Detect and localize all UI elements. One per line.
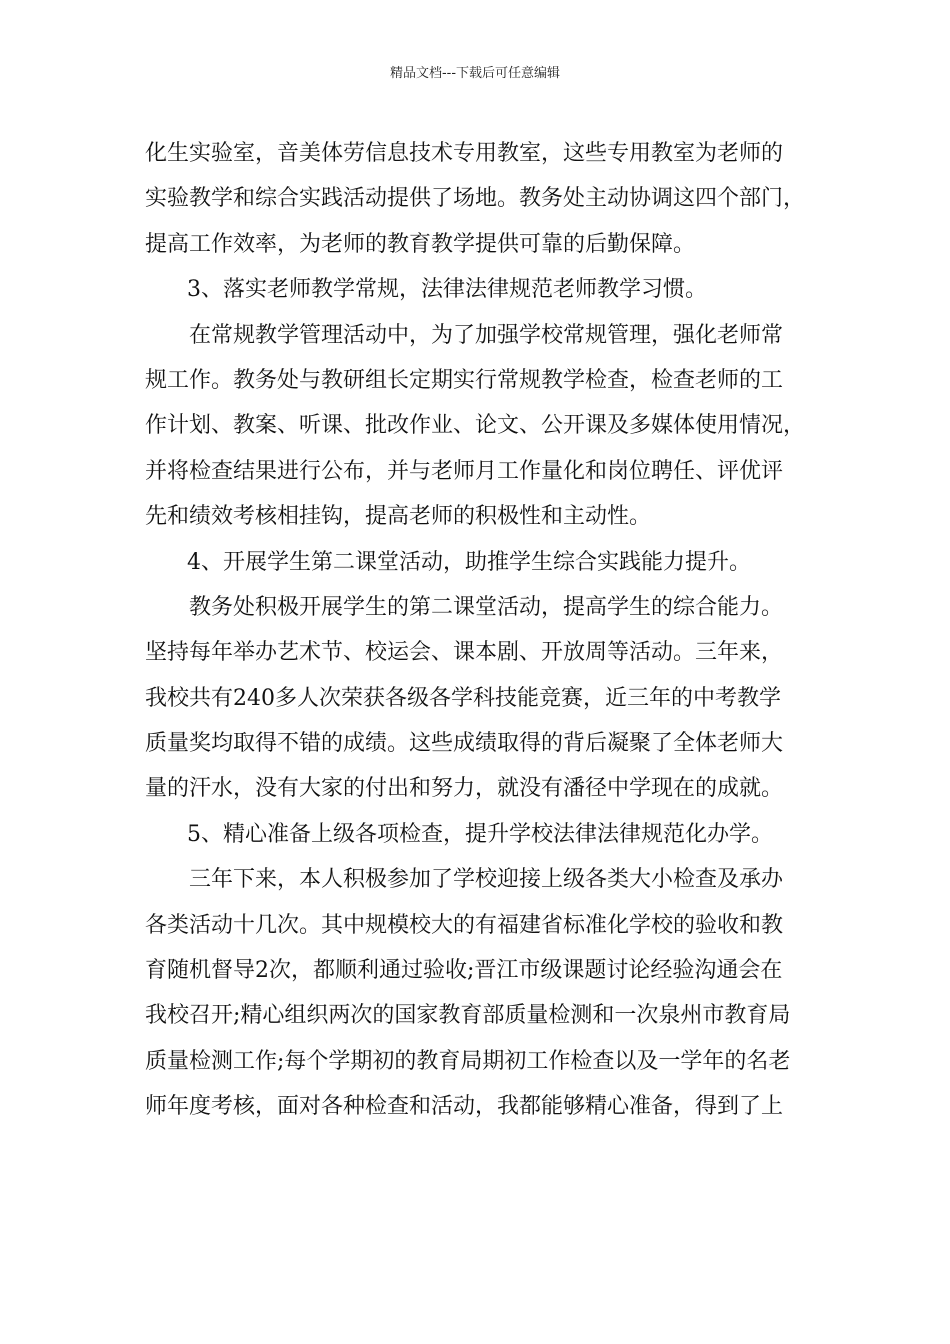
paragraph-line: 师年度考核，面对各种检查和活动，我都能够精心准备，得到了上 [145,1094,784,1120]
section-heading: 4、开展学生第二课堂活动，助推学生综合实践能力提升。 [187,549,751,575]
paragraph-line: 提高工作效率，为老师的教育教学提供可靠的后勤保障。 [145,231,696,257]
paragraph-line: 量的汗水，没有大家的付出和努力，就没有潘径中学现在的成就。 [145,776,784,802]
paragraph-line: 化生实验室，音美体劳信息技术专用教室，这些专用教室为老师的 [145,141,784,166]
paragraph-line: 我校共有240多人次荣获各级各学科技能竞赛，近三年的中考教学 [145,685,781,711]
paragraph-line: 实验教学和综合实践活动提供了场地。教务处主动协调这四个部门， [145,186,806,212]
page-header: 精品文档---下载后可任意编辑 [389,66,561,81]
paragraph-line: 在常规教学管理活动中，为了加强学校常规管理，强化老师常 [189,322,784,348]
paragraph-line: 质量奖均取得不错的成绩。这些成绩取得的背后凝聚了全体老师大 [145,731,784,757]
paragraph-line: 先和绩效考核相挂钩，提高老师的积极性和主动性。 [145,504,652,530]
paragraph-line: 各类活动十几次。其中规模校大的有福建省标准化学校的验收和教 [145,912,784,938]
paragraph-line: 教务处积极开展学生的第二课堂活动，提高学生的综合能力。 [189,594,784,620]
paragraph-line: 作计划、教案、听课、批改作业、论文、公开课及多媒体使用情况， [145,413,806,439]
paragraph-line: 我校召开;精心组织两次的国家教育部质量检测和一次泉州市教育局 [145,1003,791,1029]
paragraph-line: 育随机督导2次，都顺利通过验收;晋江市级课题讨论经验沟通会在 [145,958,783,984]
section-heading: 3、落实老师教学常规，法律法律规范老师教学习惯。 [187,277,707,303]
section-heading: 5、精心准备上级各项检查，提升学校法律法律规范化办学。 [187,821,773,847]
paragraph-line: 质量检测工作;每个学期初的教育局期初工作检查以及一学年的名老 [145,1048,791,1074]
paragraph-line: 规工作。教务处与教研组长定期实行常规教学检查，检查老师的工 [145,367,784,393]
paragraph-line: 坚持每年举办艺术节、校运会、课本剧、开放周等活动。三年来， [145,640,784,666]
paragraph-line: 并将检查结果进行公布，并与老师月工作量化和岗位聘任、评优评 [145,458,784,484]
paragraph-line: 三年下来，本人积极参加了学校迎接上级各类大小检查及承办 [189,867,784,893]
document-body [145,131,820,1130]
